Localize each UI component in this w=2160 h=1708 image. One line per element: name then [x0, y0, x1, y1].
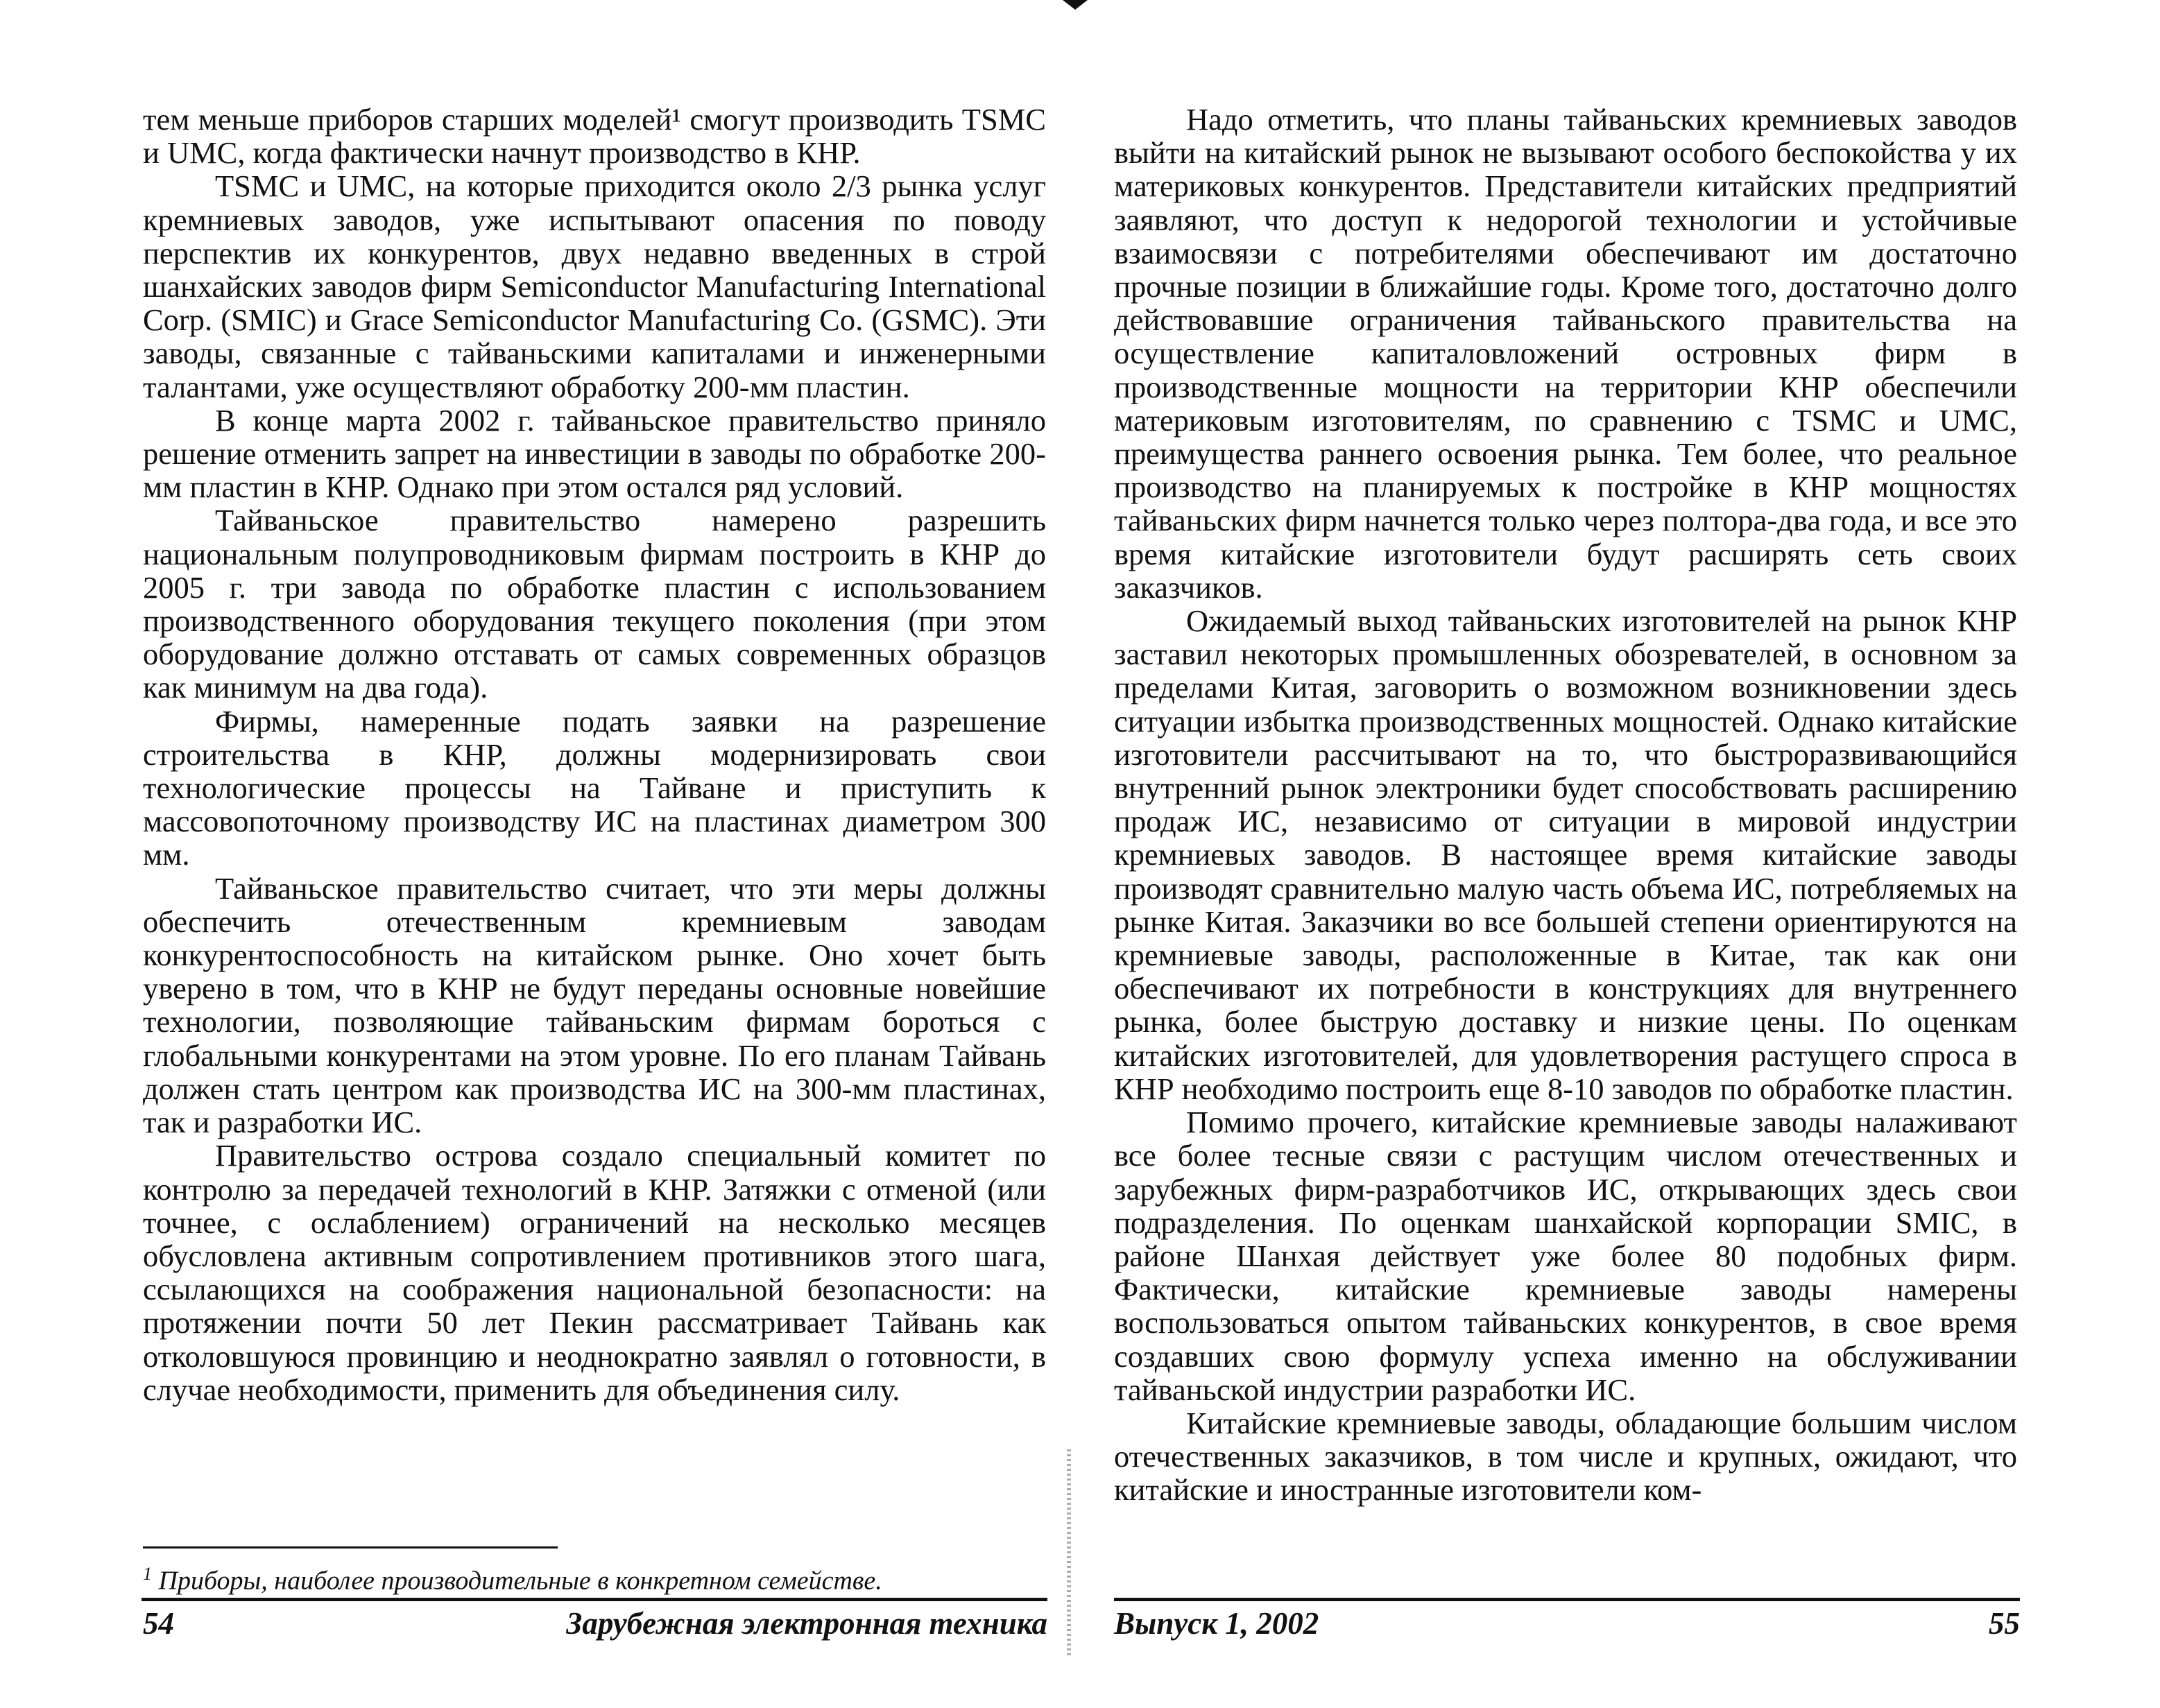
paragraph: Надо отметить, что планы тайваньских кремниевых заводов выйти на китайский рынок не вызывают особого беспокойства у их материковых конкурентов. Представители китайских предприятий заявляют, что доступ к недорогой технологии и устойчивые взаимосвязи с потребителями обеспечивают им достаточно прочные позиции в ближайшие годы. Кроме того, достаточно долго действовавшие ограничения тайваньского правительства на осуществление капиталовложений островных фирм в производственные мощности на территории КНР обеспечили материковым изготовителям, по сравнению с TSMC и UMC, преимущества раннего освоения рынка. Тем более, что реальное производство на планируемых к постройке в КНР мощностях тайваньских фирм начнется только через полтора-два года, и все это время китайские изготовители будут расширять сеть своих заказчиков. [1114, 102, 2017, 605]
paragraph: Помимо прочего, китайские кремниевые заводы налаживают все более тесные связи с растущим числом отечественных и зарубежных фирм-разработчиков ИС, открывающих здесь свои подразделения. По оценкам шанхайской корпорации SMIC, в районе Шанхая действует уже более 80 подобных фирм. Фактически, китайские кремниевые заводы намерены воспользоваться опытом тайваньских конкурентов, в свое время создавших свою формулу успеха именно на обслуживании тайваньской индустрии разработки ИС. [1114, 1105, 2017, 1407]
right-footer-rule [1114, 1598, 2020, 1601]
paragraph: Китайские кремниевые заводы, обладающие большим числом отечественных заказчиков, в том числе и крупных, ожидают, что китайские и иностранные изготовители ком- [1114, 1405, 2017, 1508]
paragraph: Ожидаемый выход тайваньских изготовителей на рынок КНР заставил некоторых промышленных обозревателей, в основном за пределами Китая, заговорить о возможном возникновении здесь ситуации избытка производственных мощностей. Однако китайские изготовители рассчитывают на то, что быстроразвивающийся внутренний рынок электроники будет способствовать расширению продаж ИС, независимо от ситуации в мировой индустрии кремниевых заводов. В настоящее время китайские заводы производят сравнительно малую часть объема ИС, потребляемых на рынке Китая. Заказчики во все большей степени ориентируются на кремниевые заводы, расположенные в Китае, так как они обеспечивают их потребности в конструкциях для внутреннего рынка, более быструю доставку и низкие цены. По оценкам китайских изготовителей, для удовлетворения растущего спроса в КНР необходимо построить еще 8-10 заводов по обработке пластин. [1114, 603, 2017, 1106]
issue-label: Выпуск 1, 2002 [1114, 1606, 1319, 1641]
gutter-shadow [1067, 1449, 1071, 1657]
footnote [143, 1559, 1046, 1596]
paragraph: TSMC и UMC, на которые приходится около 2/3 рынка услуг кремниевых заводов, уже испытывают опасения по поводу перспектив их конкурентов, двух недавно введенных в строй шанхайских заводов фирм Semiconductor Manufacturing International Corp. (SMIC) и Grace Semiconductor Manufacturing Co. (GSMC). Эти заводы, связанные с тайваньскими капиталами и инженерными талантами, уже осуществляют обработку 200-мм пластин. [143, 169, 1046, 404]
right-page-number: 55 [1989, 1606, 2020, 1641]
footnote-rule [143, 1546, 558, 1549]
footnote-mark: 1 [143, 1564, 152, 1584]
left-footer-rule [142, 1598, 1047, 1601]
paragraph: Правительство острова создало специальный комитет по контролю за передачей технологий в КНР. Затяжки с отменой (или точнее, с ослаблением) ограничений на несколько месяцев обусловлена активным сопротивлением противников этого шага, ссылающихся на соображения национальной безопасности: на протяжении почти 50 лет Пекин рассматривает Тайвань как отколовшуюся провинцию и неоднократно заявлял о готовности, в случае необходимости, применить для объединения силу. [143, 1138, 1046, 1407]
triangle-mark-icon [1063, 0, 1088, 10]
footnote-text: Приборы, наиболее производительные в конкретном семействе. [158, 1566, 882, 1596]
journal-title: Зарубежная электронная техника [566, 1606, 1047, 1641]
paragraph: Фирмы, намеренные подать заявки на разрешение строительства в КНР, должны модернизировать свои технологические процессы на Тайване и приступить к массовопоточному производству ИС на пластинах диаметром 300 мм. [143, 703, 1046, 872]
paragraph: Тайваньское правительство считает, что эти меры должны обеспечить отечественным кремниевым заводам конкурентоспособность на китайском рынке. Оно хочет быть уверено в том, что в КНР не будут переданы основные новейшие технологии, позволяющие тайваньским фирмам бороться с глобальными конкурентами на этом уровне. По его планам Тайвань должен стать центром как производства ИС на 300-мм пластинах, так и разработки ИС. [143, 870, 1046, 1140]
left-page-number: 54 [143, 1606, 174, 1641]
paragraph: Тайваньское правительство намерено разрешить национальным полупроводниковым фирмам построить в КНР до 2005 г. три завода по обработке пластин с использованием производственного оборудования текущего поколения (при этом оборудование должно отставать от самых современных образцов как минимум на два года). [143, 503, 1046, 705]
right-page-text [1114, 103, 2017, 1507]
left-page-text [143, 103, 1046, 1406]
paragraph: тем меньше приборов старших моделей¹ смогут производить TSMC и UMC, когда фактически начнут производство в КНР. [143, 102, 1046, 171]
paragraph: В конце марта 2002 г. тайваньское правительство приняло решение отменить запрет на инвестиции в заводы по обработке 200-мм пластин в КНР. Однако при этом остался ряд условий. [143, 402, 1046, 505]
